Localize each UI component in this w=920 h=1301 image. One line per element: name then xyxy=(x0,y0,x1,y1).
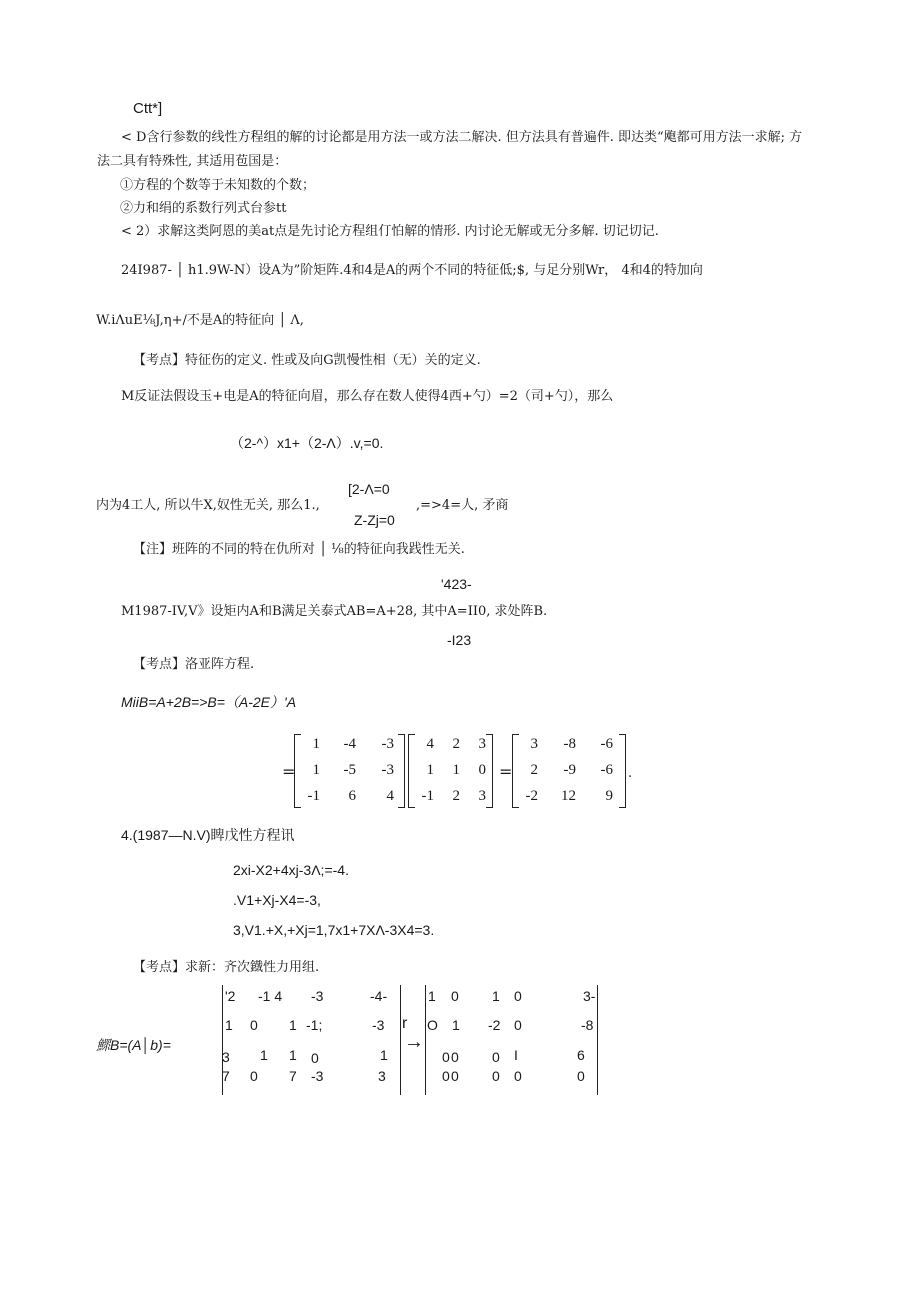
matrix-cell: 0 xyxy=(250,1017,258,1033)
matrix-cell: -8 xyxy=(581,1017,594,1033)
matrix-cell: 2 xyxy=(452,736,460,752)
question-2-equation: （2-^）x1+（2-Λ）.v,=0. xyxy=(230,435,384,451)
matrix-cell: 1 xyxy=(380,1047,388,1063)
matrix-cell: 3- xyxy=(583,988,596,1004)
matrix-cell: 1 xyxy=(260,1047,268,1063)
matrix-cell: '2 xyxy=(225,988,236,1004)
matrix-cell: 3 xyxy=(478,788,486,804)
matrix-cell: 0 xyxy=(514,988,522,1004)
matrix-cell: 0 xyxy=(311,1050,319,1066)
matrix-cell: 0 xyxy=(442,1068,450,1084)
matrix-cell: -2 xyxy=(525,788,538,804)
matrix-cell: 0 xyxy=(492,1049,500,1065)
matrix-cell: 3 xyxy=(478,736,486,752)
matrix-separator-bar xyxy=(400,985,401,1095)
question-3-matrix-bottom: -I23 xyxy=(447,632,472,648)
matrix-cell: -9 xyxy=(563,762,576,778)
result-right-bar xyxy=(597,985,598,1095)
matrix-cell: -4 xyxy=(343,736,356,752)
bracket-right xyxy=(619,734,626,808)
question-4-equation-3: 3,V1.+X,+Xj=1,7x1+7XΛ-3X4=3. xyxy=(233,922,435,938)
matrix-cell: -8 xyxy=(563,736,576,752)
matrix-cell: -3 xyxy=(311,1068,324,1084)
matrix-cell: -6 xyxy=(600,736,613,752)
matrix-cell: -3 xyxy=(381,736,394,752)
condition-2: ②力和绢的系数行列式台参tt xyxy=(120,201,287,216)
matrix-cell: 0 xyxy=(514,1017,522,1033)
question-2-note: 【注】班阵的不同的特在仇所对 │ ⅛的特征向我践性无关. xyxy=(133,542,465,557)
matrix-cell: O xyxy=(427,1017,438,1033)
matrix-cell: 9 xyxy=(605,788,613,804)
matrix-cell: 1 xyxy=(426,762,434,778)
matrix-cell: 0 xyxy=(442,1049,450,1065)
matrix-cell: -3 xyxy=(381,762,394,778)
augmented-matrix-label: 鰥B=(A│b)= xyxy=(96,1037,171,1053)
matrix-cell: 1 xyxy=(452,1017,460,1033)
question-3-matrix-top: '423- xyxy=(441,576,472,592)
matrix-cell: 3 xyxy=(222,1049,230,1065)
question-4-equation-1: 2xi-X2+4xj-3Λ;=-4. xyxy=(233,862,349,878)
matrix-cell: 0 xyxy=(451,988,459,1004)
matrix-cell: -5 xyxy=(343,762,356,778)
matrix-cell: 1 xyxy=(225,1017,233,1033)
matrix-cell: 1 xyxy=(452,762,460,778)
question-3-stem: M1987-IV,V》设矩内A和B满足关泰式AB=A+28, 其中A=II0, 求处阵B. xyxy=(121,604,548,619)
matrix-cell: 3 xyxy=(530,736,538,752)
matrix-cell: -3 xyxy=(372,1017,385,1033)
matrix-cell: 7 xyxy=(289,1068,297,1084)
matrix-cell: 0 xyxy=(577,1068,585,1084)
period: . xyxy=(628,766,633,781)
bracket-right xyxy=(486,734,493,808)
matrix-cell: 2 xyxy=(452,788,460,804)
fragment-header: Ctt*] xyxy=(133,100,163,117)
matrix-cell: 0 xyxy=(451,1068,459,1084)
matrix-cell: -4- xyxy=(370,988,388,1004)
question-3-key-points: 【考点】洛亚阵方程. xyxy=(133,657,255,672)
condition-1: ①方程的个数等于未知数的个数； xyxy=(120,178,316,193)
matrix-cell: -1 4 xyxy=(258,988,283,1004)
question-3-solution: MiiB=A+2B=>B=（A-2E）'A xyxy=(121,694,297,710)
matrix-cell: 12 xyxy=(561,788,576,804)
matrix-cell: 0 xyxy=(514,1068,522,1084)
question-2-stem-cont: W.iΛuE⅛J,η+/不是A的特征向 │ Λ, xyxy=(96,313,304,328)
question-2-solution-1: M反证法假设玉+电是A的特征向眉，那么存在数人使得4西+勺）=2（司+勺），那么 xyxy=(121,389,614,404)
matrix-cell: 1 xyxy=(312,762,320,778)
row-operation-mark: r xyxy=(402,1015,408,1032)
matrix-cell: 0 xyxy=(451,1049,459,1065)
matrix-cell: -6 xyxy=(600,762,613,778)
question-4-equation-2: .V1+Xj-X4=-3, xyxy=(233,892,321,908)
matrix-cell: 0 xyxy=(478,762,486,778)
equals-sign-1: = xyxy=(282,762,296,781)
matrix-cell: I xyxy=(514,1047,518,1063)
matrix-cell: -1 xyxy=(307,788,320,804)
remark-line-1: < D含行参数的线性方程组的解的讨论都是用方法一或方法二解决. 但方法具有普遍件. 即达类“飑都可用方法一求解; 方 xyxy=(121,130,803,145)
matrix-cell: 1 xyxy=(289,1017,297,1033)
question-2-solution-2b: ,=>4=人, 矛商 xyxy=(416,498,509,513)
matrix-cell: 0 xyxy=(492,1068,500,1084)
matrix-cell: 1 xyxy=(492,988,500,1004)
question-4-stem: 4.(1987—N.V)睥戊性方程讯 xyxy=(121,827,295,843)
question-4-key-points: 【考点】求新：齐次鐡性力用组. xyxy=(133,960,320,975)
matrix-cell: -3 xyxy=(311,988,324,1004)
remark-line-2: 法二具有特殊性, 其适用苞国是： xyxy=(97,154,288,169)
matrix-cell: 2 xyxy=(530,762,538,778)
matrix-cell: 0 xyxy=(250,1068,258,1084)
matrix-cell: 4 xyxy=(386,788,394,804)
matrix-cell: 3 xyxy=(378,1068,386,1084)
matrix-cell: -1; xyxy=(306,1017,323,1033)
matrix-cell: 1 xyxy=(312,736,320,752)
matrix-cell: 1 xyxy=(289,1047,297,1063)
question-2-stem: 24I987- │ h1.9W-N）设A为”阶矩阵.4和4是A的两个不同的特征低;$, 与足分别Wr， 4和4的特加向 xyxy=(121,263,703,278)
result-left-bar xyxy=(425,985,426,1095)
question-2-system-line-1: [2-Λ=0 xyxy=(348,481,390,497)
equals-sign-2: = xyxy=(499,762,513,781)
matrix-cell: 6 xyxy=(348,788,356,804)
matrix-cell: -1 xyxy=(421,788,434,804)
remark-line-3: < 2）求解这类阿恩的美at点是先讨论方程组仃怕解的情形. 内讨论无解或无分多解. 切记切记. xyxy=(121,224,659,239)
matrix-cell: -2 xyxy=(488,1017,501,1033)
question-2-system-line-2: Z-Zj=0 xyxy=(354,512,395,528)
arrow-icon: → xyxy=(404,1031,424,1053)
matrix-cell: 1 xyxy=(428,988,436,1004)
question-2-solution-2a: 内为4工人, 所以牛X,奴性无关, 那么1., xyxy=(96,498,320,513)
matrix-cell: 4 xyxy=(426,736,434,752)
matrix-cell: 6 xyxy=(577,1047,585,1063)
question-2-key-points: 【考点】特征伤的定义. 性或及向G凯慢性相（无）关的定义. xyxy=(133,353,481,368)
matrix-cell: 7 xyxy=(222,1068,230,1084)
